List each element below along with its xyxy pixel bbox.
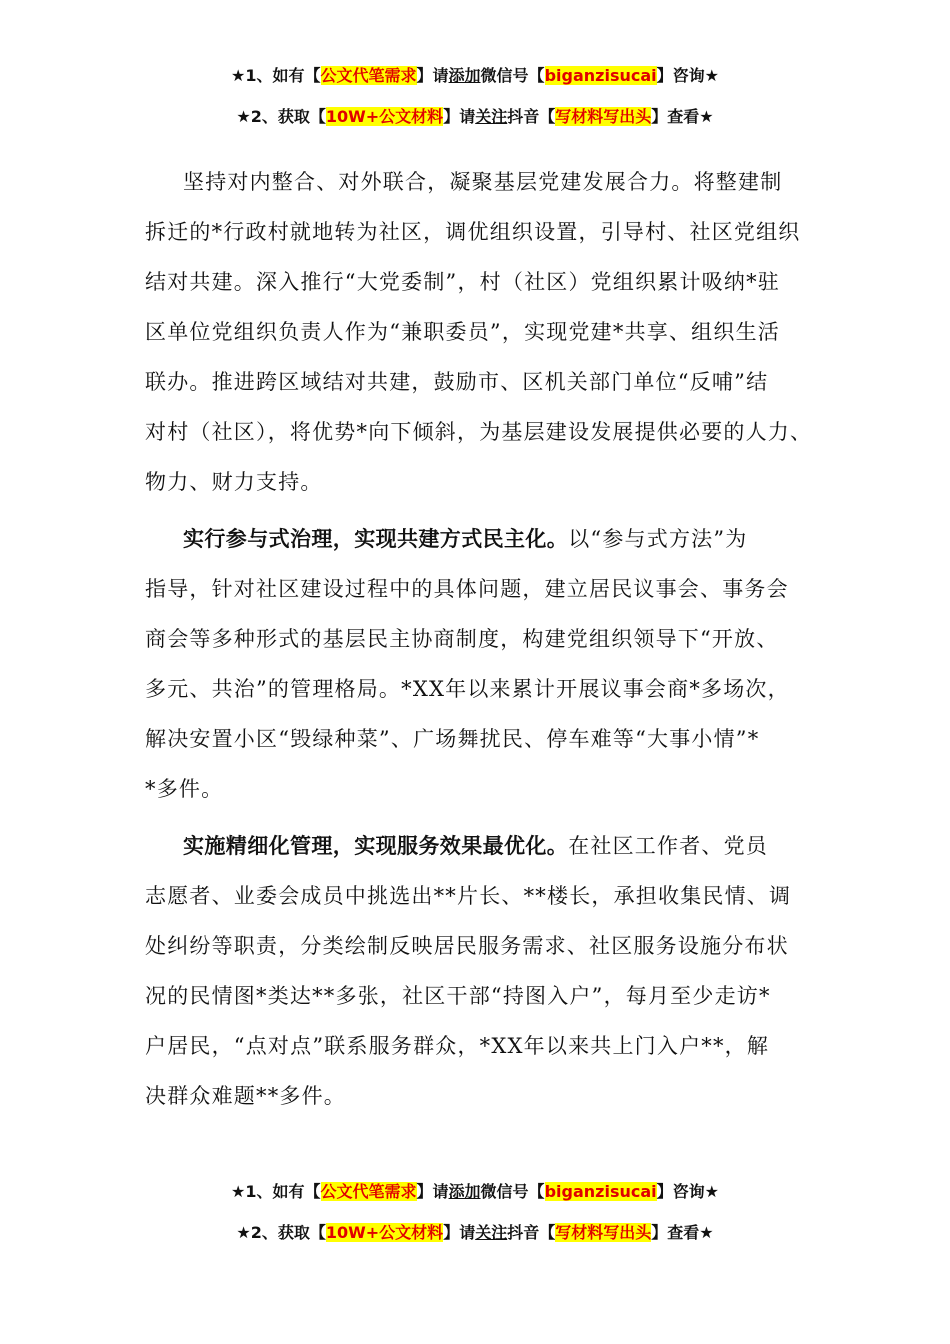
paragraph-line: 况的民情图*类达**多张，社区干部“持图入户”，每月至少走访*	[145, 984, 771, 1008]
paragraph-1	[145, 166, 825, 516]
douyin-account-highlight: 写材料写出头	[555, 107, 652, 126]
paragraph-line: 拆迁的*行政村就地转为社区，调优组织设置，引导村、社区党组织	[145, 220, 801, 244]
paragraph-first-line: 实施精细化管理，实现服务效果最优化。在社区工作者、党员	[183, 834, 769, 858]
paragraph-line: 坚持对内整合、对外联合，凝聚基层党建发展合力。将整建制	[183, 170, 783, 194]
paragraph-line: 决群众难题**多件。	[145, 1084, 346, 1108]
paragraph-line: 物力、财力支持。	[145, 470, 323, 494]
wechat-id-highlight: biganzisucai	[544, 66, 657, 85]
paragraph-first-line: 实行参与式治理，实现共建方式民主化。以“参与式方法”为	[183, 527, 748, 551]
service-highlight: 公文代笔需求	[320, 1182, 417, 1201]
banner-line-2: ★2、获取【10W+公文材料】请关注抖音【写材料写出头】查看★	[236, 1223, 714, 1242]
banner-line-1: ★1、如有【公文代笔需求】请添加微信号【biganzisucai】咨询★	[231, 1182, 719, 1201]
footer-banner	[0, 1182, 950, 1264]
header-banner	[0, 66, 950, 148]
banner-line-2: ★2、获取【10W+公文材料】请关注抖音【写材料写出头】查看★	[236, 107, 714, 126]
paragraph-line: *多件。	[145, 777, 224, 801]
paragraph-line: 对村（社区），将优势*向下倾斜，为基层建设发展提供必要的人力、	[145, 420, 813, 444]
paragraph-line: 多元、共治”的管理格局。*XX年以来累计开展议事会商*多场次，	[145, 677, 790, 701]
paragraph-line: 商会等多种形式的基层民主协商制度，构建党组织领导下“开放、	[145, 627, 779, 651]
paragraph-line: 处纠纷等职责，分类绘制反映居民服务需求、社区服务设施分布状	[145, 934, 789, 958]
materials-highlight: 10W+公文材料	[325, 1223, 444, 1242]
paragraph-line: 联办。推进跨区域结对共建，鼓励市、区机关部门单位“反哺”结	[145, 370, 769, 394]
wechat-id-highlight: biganzisucai	[544, 1182, 657, 1201]
service-highlight: 公文代笔需求	[320, 66, 417, 85]
paragraph-line: 区单位党组织负责人作为“兼职委员”，实现党建*共享、组织生活	[145, 320, 780, 344]
document-body	[145, 166, 825, 1137]
paragraph-3	[145, 830, 825, 1130]
paragraph-2	[145, 523, 825, 823]
paragraph-line: 指导，针对社区建设过程中的具体问题，建立居民议事会、事务会	[145, 577, 789, 601]
paragraph-line: 结对共建。深入推行“大党委制”，村（社区）党组织累计吸纳*驻	[145, 270, 780, 294]
banner-line-1: ★1、如有【公文代笔需求】请添加微信号【biganzisucai】咨询★	[231, 66, 719, 85]
materials-highlight: 10W+公文材料	[325, 107, 444, 126]
douyin-account-highlight: 写材料写出头	[555, 1223, 652, 1242]
paragraph-line: 户居民，“点对点”联系服务群众，*XX年以来共上门入户**，解	[145, 1034, 770, 1058]
paragraph-heading: 实施精细化管理，实现服务效果最优化。	[183, 834, 569, 858]
paragraph-heading: 实行参与式治理，实现共建方式民主化。	[183, 527, 569, 551]
paragraph-line: 解决安置小区“毁绿种菜”、广场舞扰民、停车难等“大事小情”*	[145, 727, 760, 751]
paragraph-line: 志愿者、业委会成员中挑选出**片长、**楼长，承担收集民情、调	[145, 884, 792, 908]
